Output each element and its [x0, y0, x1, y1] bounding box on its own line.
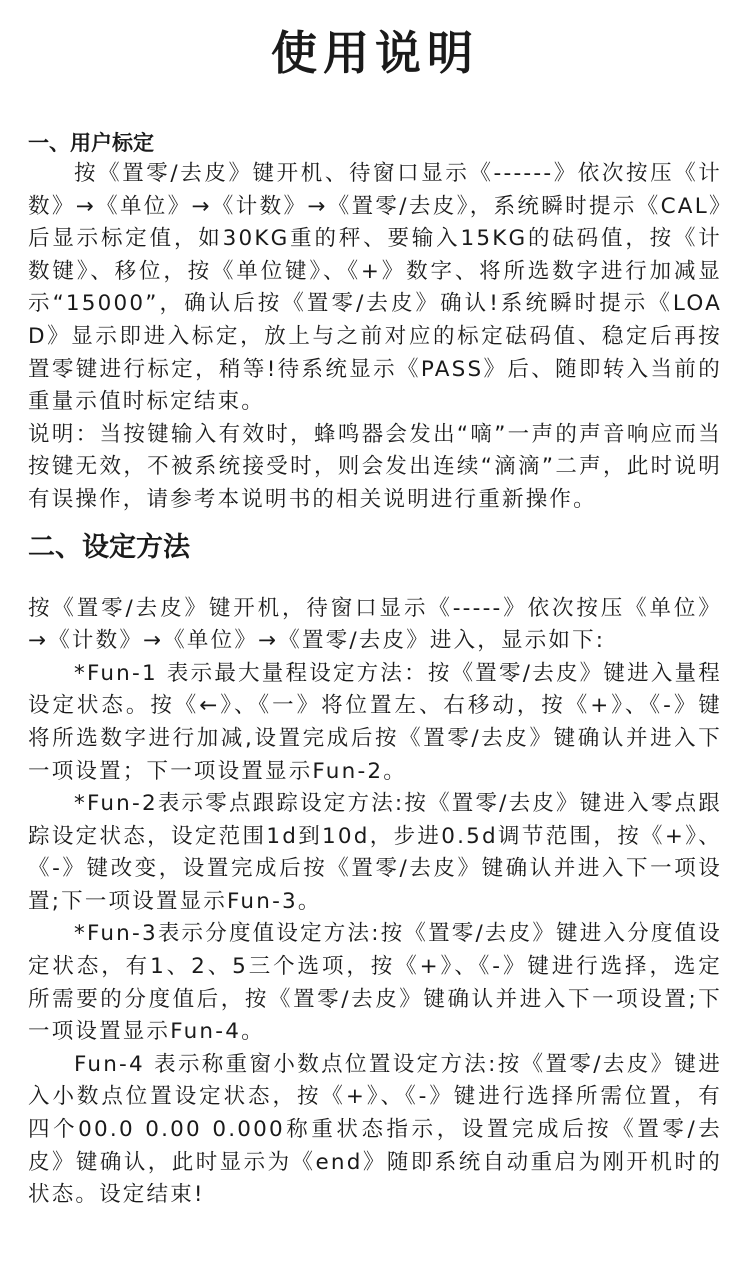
paragraph-fun-3: *Fun-3表示分度值设定方法:按《置零/去皮》键进入分度值设定状态，有1、2、5三个选项，按《+》、《-》键进行选择，选定所需要的分度值后，按《置零/去皮》键确认并进入下一项设置;下一项设置显示Fun-4。 — [28, 921, 722, 1045]
page-title: 使用说明 — [271, 26, 479, 80]
paragraph-fun-4: Fun-4 表示称重窗小数点位置设定方法:按《置零/去皮》键进入小数点位置设定状态，按《+》、《-》键进行选择所需位置，有四个00.0 0.00 0.000称重状态指示，设置完成后按《置零/去皮》键确认，此时显示为《end》随即系统自动重启为刚开机时的状态。设定结束! — [28, 1051, 722, 1208]
paragraph-settings-intro: 按《置零/去皮》键开机，待窗口显示《-----》依次按压《单位》→《计数》→《单位》→《置零/去皮》进入，显示如下: — [28, 595, 722, 654]
section-body-calibration — [28, 158, 722, 517]
paragraph-fun-1: *Fun-1 表示最大量程设定方法：按《置零/去皮》键进入量程设定状态。按《←》、《一》将位置左、右移动，按《+》、《-》键将所选数字进行加减,设置完成后按《置零/去皮》键确认并进入下一项设置；下一项设置显示Fun-2。 — [28, 660, 722, 784]
paragraph-calibration-steps: 按《置零/去皮》键开机、待窗口显示《------》依次按压《计数》→《单位》→《计数》→《置零/去皮》，系统瞬时提示《CAL》后显示标定值，如30KG重的秤、要输入15KG的砝码值，按《计数键》、移位，按《单位键》、《+》数字、将所选数字进行加减显示“15000”，确认后按《置零/去皮》确认!系统瞬时提示《LOAD》显示即进入标定，放上与之前对应的标定砝码值、稳定后再按置零键进行标定，稍等!待系统显示《PASS》后、随即转入当前的重量示值时标定结束。 — [28, 161, 722, 415]
section-heading-calibration: 一、用户标定 — [28, 131, 154, 155]
paragraph-buzzer-note: 说明：当按键输入有效时，蜂鸣器会发出“嘀”一声的声音响应而当按键无效，不被系统接受时，则会发出连续“滴滴”二声，此时说明有误操作，请参考本说明书的相关说明进行重新操作。 — [28, 421, 722, 512]
section-heading-settings: 二、设定方法 — [28, 531, 190, 563]
paragraph-fun-2: *Fun-2表示零点跟踪设定方法:按《置零/去皮》键进入零点跟踪设定状态，设定范围1d到10d，步进0.5d调节范围，按《+》、《-》键改变，设置完成后按《置零/去皮》键确认并进入下一项设置;下一项设置显示Fun-3。 — [28, 791, 722, 914]
section-body-settings — [28, 593, 722, 1212]
